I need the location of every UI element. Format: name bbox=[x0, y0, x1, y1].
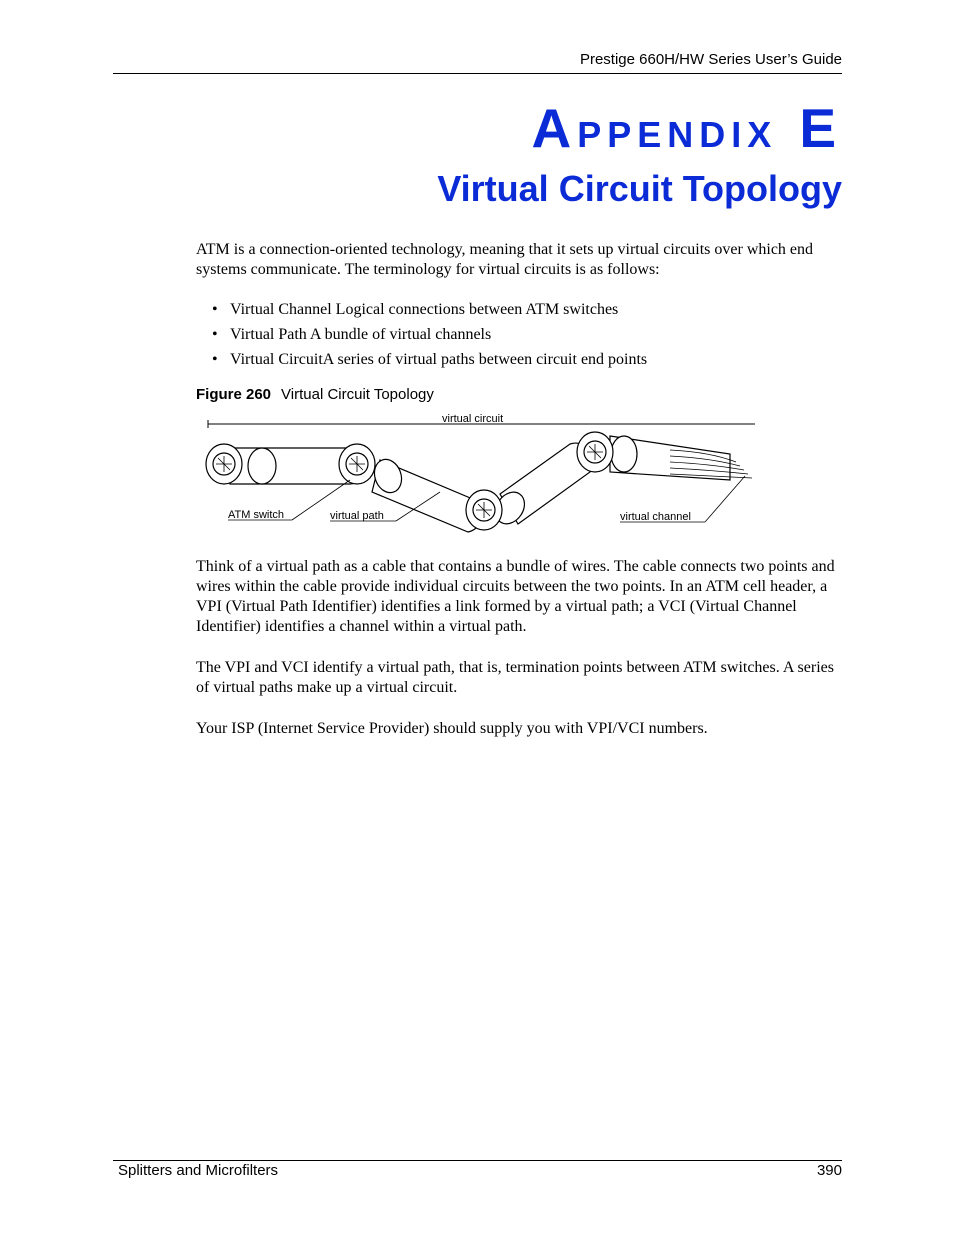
list-item: • Virtual Path A bundle of virtual channels bbox=[212, 325, 832, 350]
body-paragraph: Your ISP (Internet Service Provider) should supply you with VPI/VCI numbers. bbox=[196, 720, 708, 737]
intro-paragraph: ATM is a connection-oriented technology, meaning that it sets up virtual circuits over which end systems communicate. The terminology for virtual circuits is as follows: bbox=[196, 241, 814, 278]
running-header: Prestige 660H/HW Series User’s Guide bbox=[579, 51, 842, 68]
appendix-heading bbox=[400, 96, 842, 160]
body-paragraph: The VPI and VCI identify a virtual path, that is, termination points between ATM switches. A series of virtual paths make up a virtual circuit. bbox=[196, 659, 834, 696]
figure-number: Figure 260 bbox=[196, 386, 272, 403]
figure-caption-text: Virtual Circuit Topology bbox=[281, 386, 434, 403]
terminology-list bbox=[212, 300, 832, 375]
appendix-initial: A bbox=[531, 97, 578, 159]
footer-section: Splitters and Microfilters bbox=[118, 1162, 279, 1179]
cable-end bbox=[248, 448, 276, 484]
header-rule bbox=[113, 73, 842, 74]
appendix-letter: E bbox=[799, 97, 842, 159]
list-item: • Virtual Channel Logical connections between ATM switches bbox=[212, 300, 832, 325]
atm-switch-icon bbox=[577, 432, 613, 472]
virtual-circuit-diagram bbox=[200, 408, 760, 536]
leader-line bbox=[705, 476, 745, 522]
atm-switch-icon bbox=[206, 444, 242, 484]
list-item: • Virtual CircuitA series of virtual paths between circuit end points bbox=[212, 350, 832, 375]
label-virtual-circuit: virtual circuit bbox=[442, 413, 504, 425]
label-virtual-path: virtual path bbox=[330, 510, 384, 522]
atm-switch-icon bbox=[466, 490, 502, 530]
body-paragraph: Think of a virtual path as a cable that contains a bundle of wires. The cable connects two points and wires within the cable provide individual circuits between the two points. In an ATM cell header, a VPI (Virtual Path Identifier) identifies a link formed by a virtual path; a VCI (Virtual Channel Identifier) identifies a channel within a virtual path. bbox=[196, 558, 835, 635]
figure-caption bbox=[196, 386, 434, 403]
appendix-word: PPENDIX bbox=[577, 114, 778, 155]
cable-end bbox=[611, 436, 637, 472]
label-virtual-channel: virtual channel bbox=[620, 511, 691, 523]
label-atm-switch: ATM switch bbox=[228, 509, 285, 521]
page-title: Virtual Circuit Topology bbox=[437, 168, 842, 209]
footer-rule bbox=[113, 1160, 842, 1161]
atm-switch-icon bbox=[339, 444, 375, 484]
page-number: 390 bbox=[816, 1162, 842, 1179]
